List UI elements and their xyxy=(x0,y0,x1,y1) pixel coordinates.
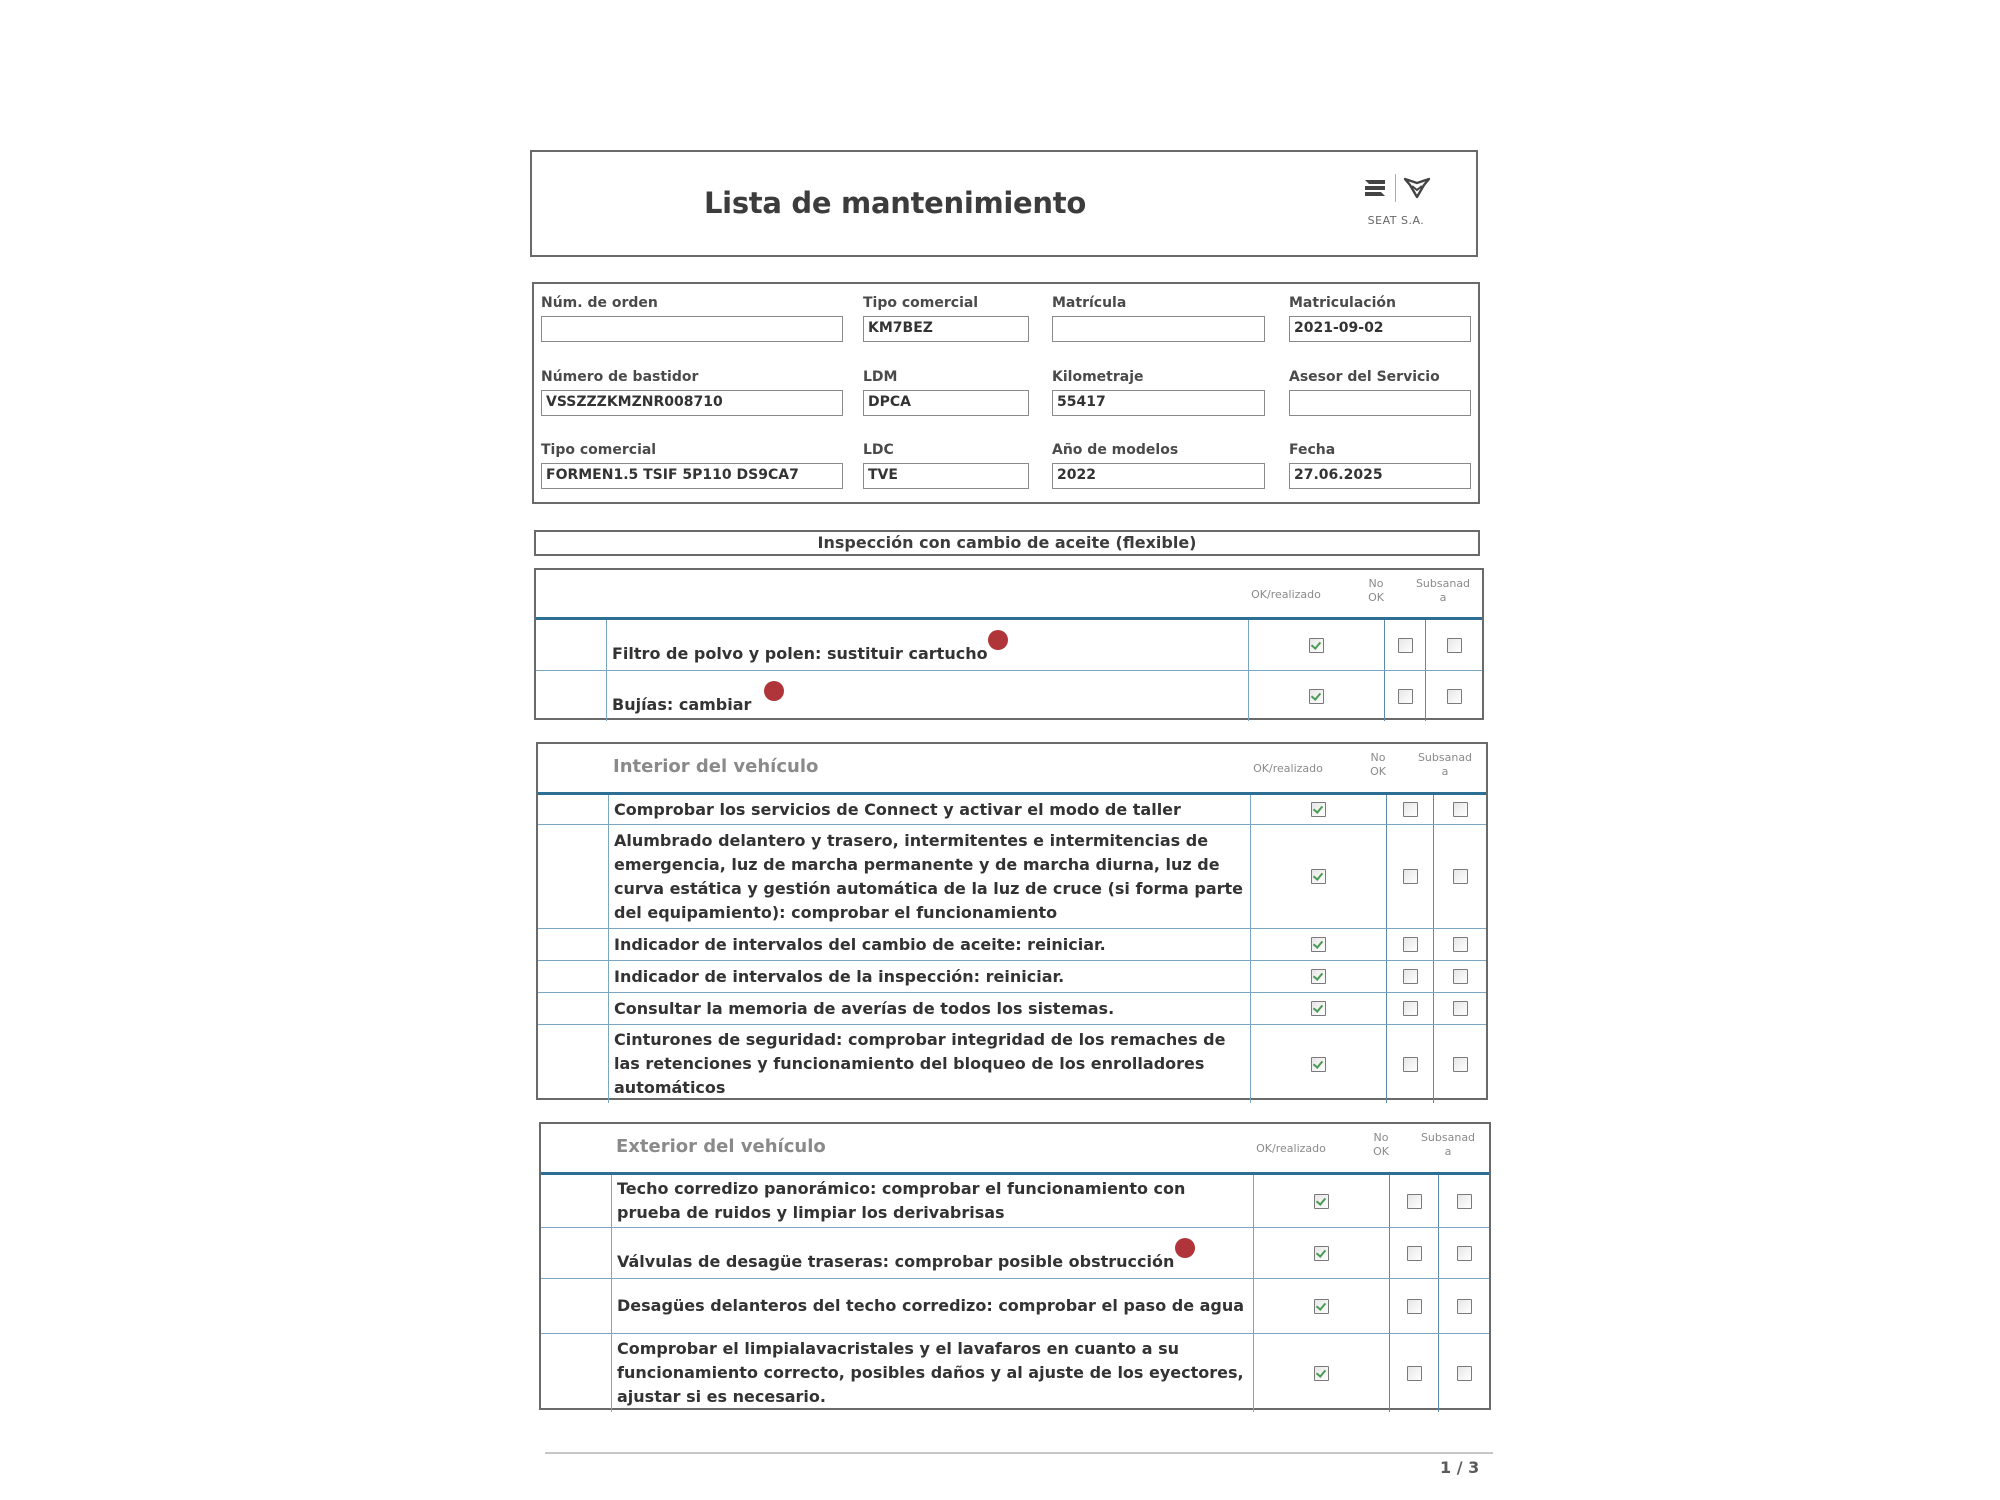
kilometraje-field xyxy=(1052,369,1265,416)
ldc-input[interactable]: TVE xyxy=(863,463,1029,489)
matriculacion-input[interactable]: 2021-09-02 xyxy=(1289,316,1471,342)
anio-modelos-field xyxy=(1052,442,1265,489)
sub-cell xyxy=(1439,1334,1489,1412)
row-index-cell xyxy=(541,1334,612,1412)
table-header xyxy=(536,570,1482,620)
matriculacion-field xyxy=(1289,295,1471,342)
nok-cell xyxy=(1386,929,1434,960)
sub-cell xyxy=(1434,929,1486,960)
bastidor-input[interactable]: VSSZZZKMZNR008710 xyxy=(541,390,843,416)
sub-cell xyxy=(1434,825,1486,928)
checkbox-subsanado[interactable] xyxy=(1447,689,1462,704)
checkbox-nok[interactable] xyxy=(1403,969,1418,984)
ok-cell xyxy=(1253,1175,1389,1227)
table-row xyxy=(538,825,1486,929)
ok-cell xyxy=(1248,671,1384,721)
tipo-comercial-2-input[interactable]: FORMEN1.5 TSIF 5P110 DS9CA7 xyxy=(541,463,843,489)
tipo-comercial-input[interactable]: KM7BEZ xyxy=(863,316,1029,342)
checkbox-ok[interactable] xyxy=(1311,937,1326,952)
checklist-table-oil-change xyxy=(534,568,1484,720)
ldc-label: LDC xyxy=(863,442,894,458)
table-header xyxy=(541,1124,1489,1175)
table-header xyxy=(538,744,1486,795)
row-label: Filtro de polvo y polen: sustituir cartucho xyxy=(612,644,988,663)
seat-logo-icon xyxy=(1363,178,1387,198)
col-header-sub-line1: Subsanad xyxy=(1417,751,1473,764)
nok-cell xyxy=(1389,1334,1439,1412)
col-header-nok xyxy=(1356,1131,1406,1159)
col-header-nok-line2: OK xyxy=(1368,591,1384,604)
table-row xyxy=(541,1334,1489,1412)
anio-modelos-input[interactable]: 2022 xyxy=(1052,463,1265,489)
asesor-input[interactable] xyxy=(1289,390,1471,416)
checkbox-ok[interactable] xyxy=(1311,869,1326,884)
checkbox-ok[interactable] xyxy=(1311,802,1326,817)
row-index-cell xyxy=(536,671,607,721)
tipo-comercial-label: Tipo comercial xyxy=(863,295,979,311)
sub-cell xyxy=(1439,1279,1489,1333)
table-row xyxy=(541,1175,1489,1228)
col-header-ok: OK/realizado xyxy=(1253,762,1323,775)
table-row xyxy=(541,1279,1489,1334)
col-header-sub-line2: a xyxy=(1444,1145,1452,1158)
num-orden-label: Núm. de orden xyxy=(541,295,658,311)
col-header-nok-line1: No xyxy=(1368,577,1384,590)
section-title: Inspección con cambio de aceite (flexible) xyxy=(534,530,1480,556)
nok-cell xyxy=(1386,795,1434,824)
nok-cell xyxy=(1389,1175,1439,1227)
col-header-nok xyxy=(1353,751,1403,779)
table-row xyxy=(538,929,1486,961)
fecha-label: Fecha xyxy=(1289,442,1336,458)
sub-cell xyxy=(1426,671,1482,721)
ok-cell xyxy=(1253,1228,1389,1278)
checkbox-nok[interactable] xyxy=(1398,638,1413,653)
num-orden-field xyxy=(541,295,843,342)
tipo-comercial-field xyxy=(863,295,1029,342)
ok-cell xyxy=(1250,961,1386,992)
checkbox-ok[interactable] xyxy=(1311,1001,1326,1016)
nok-cell xyxy=(1386,825,1434,928)
row-index-cell xyxy=(538,795,609,824)
checkbox-nok[interactable] xyxy=(1407,1246,1422,1261)
ok-cell xyxy=(1250,993,1386,1024)
num-orden-input[interactable] xyxy=(541,316,843,342)
bastidor-field xyxy=(541,369,843,416)
ok-cell xyxy=(1248,620,1384,670)
matricula-input[interactable] xyxy=(1052,316,1265,342)
logo-divider xyxy=(1395,174,1396,202)
row-label: Indicador de intervalos de la inspección: reiniciar. xyxy=(614,966,1065,986)
kilometraje-label: Kilometraje xyxy=(1052,369,1144,385)
row-text xyxy=(610,795,1250,824)
checkbox-subsanado[interactable] xyxy=(1457,1194,1472,1209)
nok-cell xyxy=(1386,993,1434,1024)
checkbox-nok[interactable] xyxy=(1403,869,1418,884)
tipo-comercial-2-label: Tipo comercial xyxy=(541,442,657,458)
sub-cell xyxy=(1434,795,1486,824)
checkbox-subsanado[interactable] xyxy=(1453,969,1468,984)
col-header-sub-line2: a xyxy=(1441,765,1449,778)
checkbox-nok[interactable] xyxy=(1403,802,1418,817)
col-header-nok-line2: OK xyxy=(1370,765,1386,778)
table-row xyxy=(538,795,1486,825)
col-header-sub-line1: Subsanad xyxy=(1420,1131,1476,1144)
nok-cell xyxy=(1384,620,1426,670)
brand-logos xyxy=(1356,172,1436,227)
asesor-field xyxy=(1289,369,1471,416)
checkbox-ok[interactable] xyxy=(1314,1246,1329,1261)
nok-cell xyxy=(1384,671,1426,721)
row-label: Desagües delanteros del techo corredizo: comprobar el paso de agua xyxy=(617,1296,1245,1315)
page-number: 1 / 3 xyxy=(1440,1458,1480,1477)
row-text xyxy=(613,1175,1253,1227)
matricula-field xyxy=(1052,295,1265,342)
row-label: Cinturones de seguridad: comprobar integridad de los remaches de las retenciones y funcionamiento del bloqueo de los enrolladores automáticos xyxy=(614,1030,1226,1097)
row-text xyxy=(610,961,1250,992)
row-label: Techo corredizo panorámico: comprobar el funcionamiento con prueba de ruidos y limpiar los derivabrisas xyxy=(617,1179,1186,1222)
row-index-cell xyxy=(541,1279,612,1333)
red-marker-icon xyxy=(764,681,784,701)
row-label: Alumbrado delantero y trasero, intermitentes e intermitencias de emergencia, luz de marcha permanente y de marcha diurna, luz de curva estática y gestión automática de la luz de cruce (si forma parte del equipamiento): comprobar el funcionamiento xyxy=(614,830,1244,922)
ok-cell xyxy=(1250,1025,1386,1103)
row-index-cell xyxy=(538,929,609,960)
row-label: Válvulas de desagüe traseras: comprobar posible obstrucción xyxy=(617,1252,1175,1271)
col-header-nok-line1: No xyxy=(1370,751,1386,764)
checkbox-subsanado[interactable] xyxy=(1453,869,1468,884)
sub-cell xyxy=(1434,993,1486,1024)
ok-cell xyxy=(1253,1334,1389,1412)
col-header-ok: OK/realizado xyxy=(1251,588,1321,601)
col-header-ok: OK/realizado xyxy=(1256,1142,1326,1155)
checkbox-ok[interactable] xyxy=(1309,689,1324,704)
matriculacion-label: Matriculación xyxy=(1289,295,1396,311)
sub-cell xyxy=(1439,1175,1489,1227)
bastidor-label: Número de bastidor xyxy=(541,369,699,385)
document-header xyxy=(530,150,1478,257)
checkbox-subsanado[interactable] xyxy=(1457,1246,1472,1261)
table-title: Interior del vehículo xyxy=(613,756,819,777)
row-label: Bujías: cambiar xyxy=(612,695,752,714)
col-header-subsanado xyxy=(1406,577,1480,605)
col-header-nok-line1: No xyxy=(1373,1131,1389,1144)
checkbox-nok[interactable] xyxy=(1403,1057,1418,1072)
ok-cell xyxy=(1253,1279,1389,1333)
row-text xyxy=(613,1279,1253,1333)
row-text xyxy=(610,825,1250,928)
nok-cell xyxy=(1386,961,1434,992)
nok-cell xyxy=(1386,1025,1434,1103)
checkbox-ok[interactable] xyxy=(1314,1366,1329,1381)
row-text xyxy=(608,620,1248,670)
checkbox-nok[interactable] xyxy=(1398,689,1413,704)
checkbox-nok[interactable] xyxy=(1407,1194,1422,1209)
col-header-sub-line1: Subsanad xyxy=(1415,577,1471,590)
col-header-sub-line2: a xyxy=(1439,591,1447,604)
checklist-table-exterior xyxy=(539,1122,1491,1410)
row-index-cell xyxy=(538,993,609,1024)
row-label: Comprobar el limpialavacristales y el lavafaros en cuanto a su funcionamiento correcto, posibles daños y al ajuste de los eyectores, ajustar si es necesario. xyxy=(617,1339,1244,1406)
checkbox-nok[interactable] xyxy=(1407,1366,1422,1381)
row-label: Indicador de intervalos del cambio de aceite: reiniciar. xyxy=(614,934,1106,954)
table-row xyxy=(536,671,1482,721)
checkbox-ok[interactable] xyxy=(1314,1299,1329,1314)
row-text xyxy=(613,1334,1253,1412)
row-text xyxy=(610,1025,1250,1103)
checkbox-ok[interactable] xyxy=(1311,1057,1326,1072)
ldm-label: LDM xyxy=(863,369,898,385)
row-text xyxy=(608,671,1248,721)
row-index-cell xyxy=(541,1228,612,1278)
ldm-field xyxy=(863,369,1029,416)
nok-cell xyxy=(1389,1228,1439,1278)
checkbox-ok[interactable] xyxy=(1314,1194,1329,1209)
checkbox-ok[interactable] xyxy=(1311,969,1326,984)
row-index-cell xyxy=(541,1175,612,1227)
sub-cell xyxy=(1434,961,1486,992)
checkbox-subsanado[interactable] xyxy=(1453,937,1468,952)
anio-modelos-label: Año de modelos xyxy=(1052,442,1179,458)
row-label: Comprobar los servicios de Connect y activar el modo de taller xyxy=(614,799,1181,819)
table-title: Exterior del vehículo xyxy=(616,1136,826,1157)
checkbox-subsanado[interactable] xyxy=(1453,1001,1468,1016)
col-header-nok xyxy=(1351,577,1401,605)
table-row xyxy=(541,1228,1489,1279)
fecha-input[interactable]: 27.06.2025 xyxy=(1289,463,1471,489)
footer-divider xyxy=(545,1452,1493,1454)
checkbox-subsanado[interactable] xyxy=(1457,1299,1472,1314)
ok-cell xyxy=(1250,929,1386,960)
table-row xyxy=(538,961,1486,993)
red-marker-icon xyxy=(988,630,1008,650)
ldc-field xyxy=(863,442,1029,489)
sub-cell xyxy=(1434,1025,1486,1103)
vehicle-info-panel xyxy=(532,282,1480,504)
checkbox-subsanado[interactable] xyxy=(1453,802,1468,817)
ok-cell xyxy=(1250,825,1386,928)
ok-cell xyxy=(1250,795,1386,824)
col-header-subsanado xyxy=(1411,1131,1485,1159)
logo-caption: SEAT S.A. xyxy=(1367,214,1425,227)
checkbox-nok[interactable] xyxy=(1403,1001,1418,1016)
row-index-cell xyxy=(538,825,609,928)
checkbox-ok[interactable] xyxy=(1309,638,1324,653)
col-header-nok-line2: OK xyxy=(1373,1145,1389,1158)
checkbox-subsanado[interactable] xyxy=(1447,638,1462,653)
red-marker-icon xyxy=(1175,1238,1195,1258)
checklist-table-interior xyxy=(536,742,1488,1100)
checkbox-nok[interactable] xyxy=(1403,937,1418,952)
matricula-label: Matrícula xyxy=(1052,295,1127,311)
table-row xyxy=(536,620,1482,671)
row-label: Consultar la memoria de averías de todos los sistemas. xyxy=(614,998,1115,1018)
row-text xyxy=(610,929,1250,960)
row-text xyxy=(613,1228,1253,1278)
asesor-label: Asesor del Servicio xyxy=(1289,369,1440,385)
ldm-input[interactable]: DPCA xyxy=(863,390,1029,416)
nok-cell xyxy=(1389,1279,1439,1333)
row-index-cell xyxy=(536,620,607,670)
tipo-comercial-2-field xyxy=(541,442,843,489)
row-index-cell xyxy=(538,1025,609,1103)
checkbox-nok[interactable] xyxy=(1407,1299,1422,1314)
row-text xyxy=(610,993,1250,1024)
row-index-cell xyxy=(538,961,609,992)
kilometraje-input[interactable]: 55417 xyxy=(1052,390,1265,416)
cupra-logo-icon xyxy=(1404,177,1430,199)
sub-cell xyxy=(1426,620,1482,670)
checkbox-subsanado[interactable] xyxy=(1453,1057,1468,1072)
page-title: Lista de mantenimiento xyxy=(704,186,1086,220)
checkbox-subsanado[interactable] xyxy=(1457,1366,1472,1381)
sub-cell xyxy=(1439,1228,1489,1278)
fecha-field xyxy=(1289,442,1471,489)
col-header-subsanado xyxy=(1408,751,1482,779)
table-row xyxy=(538,993,1486,1025)
table-row xyxy=(538,1025,1486,1103)
